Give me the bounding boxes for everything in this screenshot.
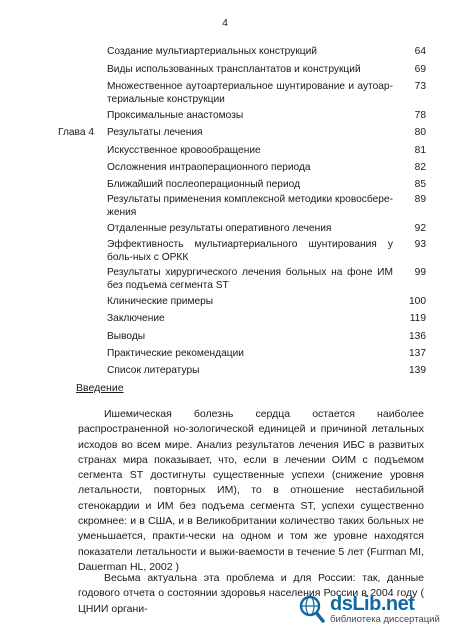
- intro-paragraph-1: [78, 407, 424, 575]
- toc-entry-page: 73: [414, 81, 426, 92]
- toc-entry-title: Множественное аутоартериальное шунтирование и аутоар-териальные конструкции: [107, 81, 393, 105]
- section-heading: Введение: [76, 382, 124, 394]
- toc-chapter-label: Глава 4: [58, 127, 95, 138]
- magnifier-globe-icon: [298, 594, 326, 624]
- toc-entry-title: Результаты применения комплексной методики кровосбере-жения: [107, 194, 393, 218]
- toc-entry-title: Искусственное кровообращение: [107, 145, 261, 156]
- paragraph-text: Весьма актуальна эта проблема и для России: так, данные годового отчета о состоянии здоровья населения России в 2004 году ( ЦНИИ органи-: [78, 572, 424, 615]
- toc-entry-title: Результаты хирургического лечения больных на фоне ИМ без подъема сегмента ST: [107, 267, 393, 291]
- toc-entry-page: 89: [414, 194, 426, 205]
- toc-entry-title: Список литературы: [107, 365, 200, 376]
- toc-entry-title: Заключение: [107, 313, 165, 324]
- toc-entry-title: Отдаленные результаты оперативного лечения: [107, 223, 332, 234]
- toc-entry-title: Эффективность мультиартериального шунтирования у боль-ных с ОРКК: [107, 239, 393, 263]
- watermark-subtitle: библиотека диссертаций: [330, 613, 440, 625]
- toc-entry-page: 80: [414, 127, 426, 138]
- watermark-brand: dsLib.net: [330, 592, 415, 615]
- toc-entry-title: Виды использованных трансплантатов и конструкций: [107, 64, 361, 75]
- toc-entry-page: 64: [414, 46, 426, 57]
- toc-entry-page: 100: [409, 296, 426, 307]
- toc-entry-title: Создание мультиартериальных конструкций: [107, 46, 317, 57]
- toc-entry-title: Клинические примеры: [107, 296, 214, 307]
- toc-entry-page: 92: [414, 223, 426, 234]
- toc-entry-page: 85: [414, 179, 426, 190]
- toc-entry-page: 82: [414, 162, 426, 173]
- toc-entry-page: 136: [409, 331, 426, 342]
- toc-entry-title: Результаты лечения: [107, 127, 203, 138]
- toc-entry-title: Выводы: [107, 331, 146, 342]
- toc-entry-title: Проксимальные анастомозы: [107, 110, 244, 121]
- toc-entry-page: 99: [414, 267, 426, 278]
- toc-entry-page: 93: [414, 239, 426, 250]
- toc-entry-page: 137: [409, 348, 426, 359]
- toc-entry-page: 139: [409, 365, 426, 376]
- toc-entry-page: 78: [414, 110, 426, 121]
- toc-entry-title: Ближайший послеоперационный период: [107, 179, 301, 190]
- page-number: 4: [222, 18, 228, 29]
- toc-entry-title: Осложнения интраоперационного периода: [107, 162, 311, 173]
- paragraph-text: Ишемическая болезнь сердца остается наиболее распространенной но-зологической единицей и причиной летальных исходов во всем мире. Анализ результатов лечения ИБС в развитых странах мира показывает, что, если в лечении ОИМ с подъемом сегмента ST достигнуты существенные успехи (снижение уровня летальности, повторных ИМ), то в отношение нестабильной стенокардии и ИМ без подъема сегмента ST, успехи существенно скромнее: и в США, и в Великобритании количество таких больных не уменьшается, практи-чески на одном и том же уровне находятся показатели летальности и выжи-ваемости в течение 5 лет (Furman MI, Dauerman HL, 2002 ): [78, 408, 424, 573]
- toc-entry-page: 69: [414, 64, 426, 75]
- toc-entry-page: 119: [409, 313, 426, 324]
- toc-entry-title: Практические рекомендации: [107, 348, 244, 359]
- toc-entry-page: 81: [414, 145, 426, 156]
- watermark-logo: [298, 592, 444, 626]
